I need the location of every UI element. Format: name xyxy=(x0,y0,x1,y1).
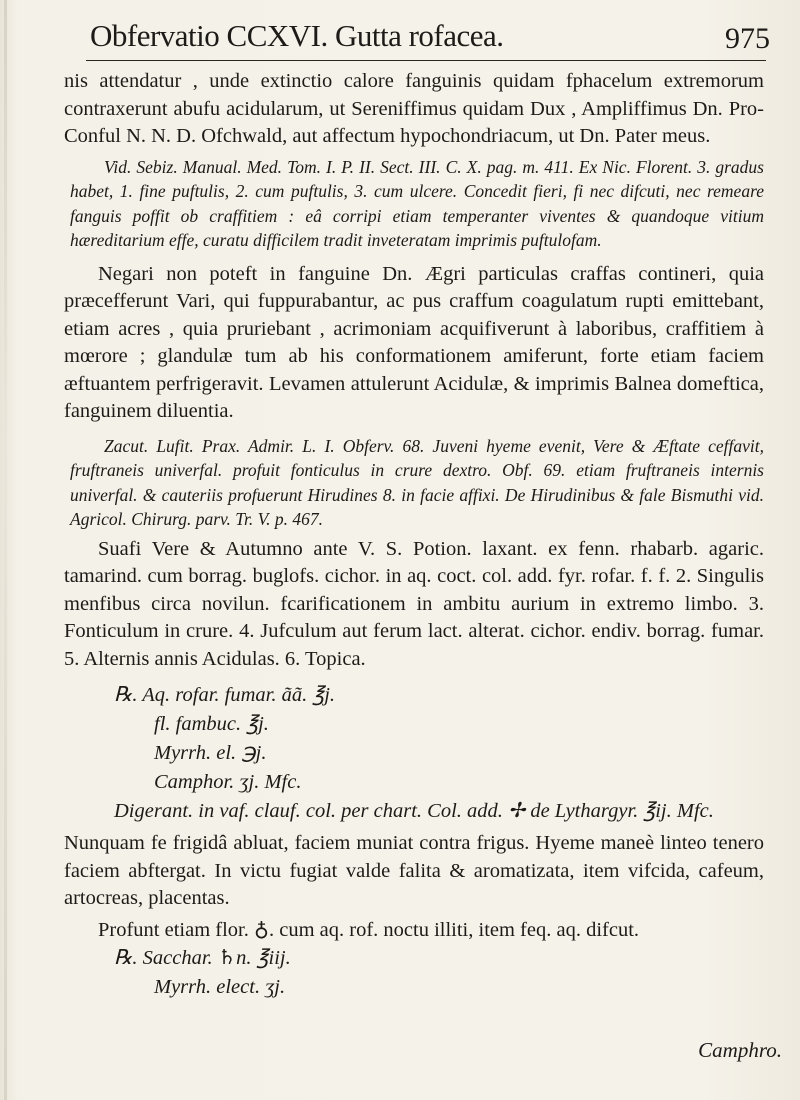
recipe-1-line-3: Myrrh. el. ℈j. xyxy=(154,742,267,764)
paragraph-4: Nunquam fe frigidâ abluat, faciem muniat contra frigus. Hyeme maneè linteo tenero faciem abftergat. In victu fugiat valde falita & aromatizata, item vifcida, cafeum, artocreas, placentas. xyxy=(64,832,764,909)
recipe-1-line-2: fl. fambuc. ℥j. xyxy=(154,713,269,735)
recipe-1-line-4: Camphor. ʒj. Mfc. xyxy=(154,771,302,793)
paragraph-5: Profunt etiam flor. ♁. cum aq. rof. noctu illiti, item feq. aq. difcut. xyxy=(98,918,640,941)
page-edge-shadow xyxy=(4,0,7,1100)
recipe-1 xyxy=(64,681,764,826)
note-zacut: Zacut. Lufit. Prax. Admir. L. I. Obferv. 68. Juveni hyeme evenit, Vere & Æftate ceffavit, fruftraneis univerfal. profuit fonticulus in crure dextro. Obf. 69. etiam fruftraneis internis univerfal. & cauteriis profuerunt Hirudines 8. in facie affixi. De Hirudinibus & fale Bismuthi vid. Agricol. Chirurg. parv. Tr. V. p. 467. xyxy=(70,435,764,529)
recipe-1-line-1: ℞. Aq. rofar. fumar. ãã. ℥j. xyxy=(114,684,336,706)
header-rule xyxy=(86,60,766,61)
recipe-1-line-5: Digerant. in vaf. clauf. col. per chart. Col. add. ✢ de Lythargyr. ℥ij. Mfc. xyxy=(114,800,714,822)
paragraph-1: nis attendatur , unde extinctio calore fanguinis quidam fphacelum extremorum contraxerunt abufu acidularum, ut Sereniffimus quidam Dux , Ampliffimus Dn. Pro-Conful N. N. D. Ofchwald, aut affectum hypochondriacum, ut Dn. Pater meus. xyxy=(64,70,764,147)
page-body xyxy=(64,68,764,1002)
page-number: 975 xyxy=(725,22,770,55)
catchword: Camphro. xyxy=(698,1038,782,1062)
recipe-2-line-2: Myrrh. elect. ʒj. xyxy=(154,976,286,998)
header-title: Obfervatio CCXVI. Gutta rofacea. xyxy=(90,18,504,53)
recipe-2-line-1: ℞. Sacchar. ♄n. ℥iij. xyxy=(114,947,291,969)
paragraph-3: Suafi Vere & Autumno ante V. S. Potion. laxant. ex fenn. rhabarb. agaric. tamarind. cum borrag. buglofs. cichor. in aq. coct. col. add. fyr. rofar. f. f. 2. Singulis menfibus circa novilun. fcarificationem in ambitu aurium in extremo limbo. 3. Fonticulum in crure. 4. Jufculum aut ferum lact. alterat. cichor. endiv. borrag. fumar. 5. Alternis annis Acidulas. 6. Topica. xyxy=(64,537,764,670)
note-sebiz: Vid. Sebiz. Manual. Med. Tom. I. P. II. Sect. III. C. X. pag. m. 411. Ex Nic. Florent. 3. gradus habet, 1. fine puftulis, 2. cum puftulis, 3. cum ulcere. Concedit fieri, fi nec difcuti, nec remeare fanguis poffit ob craffitiem : eâ corripi etiam temperanter viventes & quandoque vitium hæreditarium effe, curatu difficilem tradit inveteratam imprimis puftulofam. xyxy=(70,156,764,250)
recipe-2 xyxy=(64,944,764,1002)
paragraph-2: Negari non poteft in fanguine Dn. Ægri particulas craffas contineri, quia præcefferunt Vari, qui fuppurabantur, ac pus craffum coagulatum rupti emittebant, etiam acres , quia pruriebant , acrimoniam acquifiverunt à laboribus, craffitiem à mœrore ; glandulæ tum ab his conformationem amiferunt, forte etiam faciem æftuantem perfrigeravit. Levamen attulerunt Acidulæ, & imprimis Balnea domeftica, fanguinem diluentia. xyxy=(64,262,764,422)
